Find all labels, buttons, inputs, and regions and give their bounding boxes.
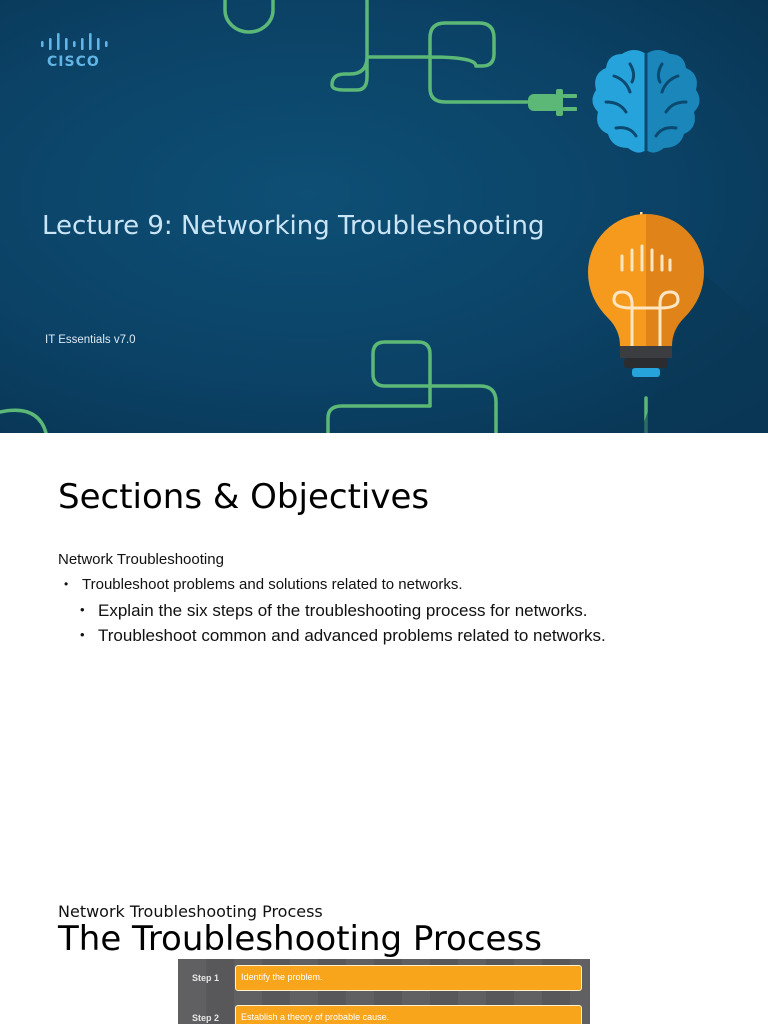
troubleshooting-steps-panel bbox=[178, 959, 590, 1024]
step-box bbox=[235, 965, 582, 991]
step-text: Identify the problem. bbox=[241, 972, 323, 982]
slide-subtitle: IT Essentials v7.0 bbox=[45, 334, 136, 346]
process-section-title: Network Troubleshooting Process bbox=[58, 902, 323, 921]
step-label: Step 2 bbox=[192, 1013, 220, 1023]
objective-bullet bbox=[64, 576, 463, 593]
cisco-logo-icon bbox=[40, 33, 110, 53]
objectives-section-title: Network Troubleshooting bbox=[58, 551, 224, 568]
brain-icon bbox=[586, 46, 706, 158]
bullet-glyph: • bbox=[80, 602, 85, 617]
bullet-glyph: • bbox=[80, 627, 85, 642]
step-row bbox=[178, 965, 590, 993]
title-slide bbox=[0, 0, 768, 433]
step-box bbox=[235, 1005, 582, 1024]
slide-title: Lecture 9: Networking Troubleshooting bbox=[42, 211, 545, 241]
objective-sub-list bbox=[80, 599, 606, 649]
sub-bullet-text: Explain the six steps of the troubleshooting process for networks. bbox=[98, 601, 588, 620]
cisco-logo bbox=[40, 33, 110, 73]
list-item bbox=[80, 599, 606, 624]
objective-bullet-text: Troubleshoot problems and solutions related to networks. bbox=[82, 576, 463, 593]
lightbulb-icon bbox=[584, 212, 708, 392]
objectives-heading: Sections & Objectives bbox=[58, 477, 430, 517]
process-heading: The Troubleshooting Process bbox=[58, 919, 542, 959]
step-label: Step 1 bbox=[192, 973, 220, 983]
step-row bbox=[178, 1005, 590, 1024]
sub-bullet-text: Troubleshoot common and advanced problems related to networks. bbox=[98, 626, 606, 645]
list-item bbox=[80, 624, 606, 649]
process-slide bbox=[0, 893, 768, 1024]
objectives-slide bbox=[0, 433, 768, 893]
cisco-logo-text: CISCO bbox=[47, 54, 100, 70]
bullet-glyph: • bbox=[64, 577, 69, 591]
step-text: Establish a theory of probable cause. bbox=[241, 1012, 390, 1022]
